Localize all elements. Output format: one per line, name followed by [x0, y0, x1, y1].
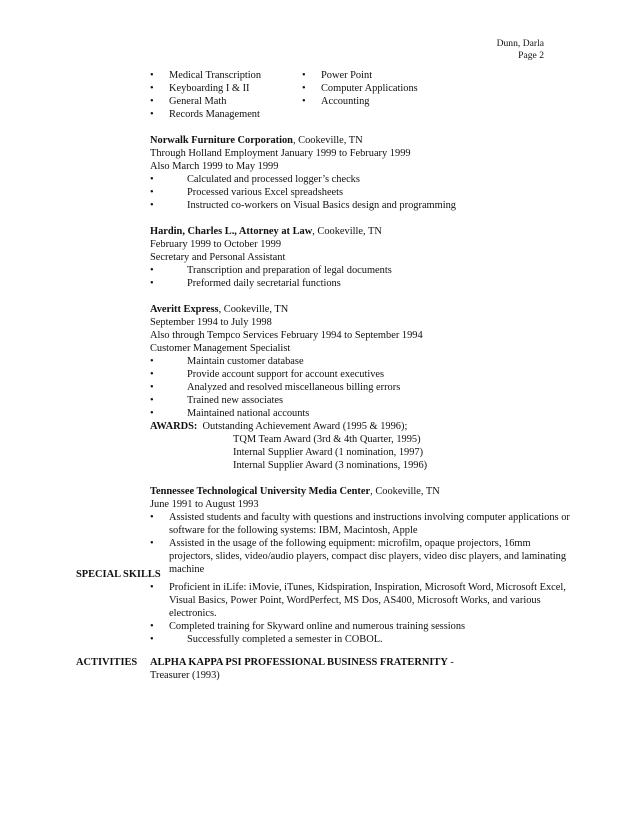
section-heading: ACTIVITIES — [76, 657, 138, 668]
company-name: Hardin, Charles L., Attorney at Law — [150, 226, 313, 237]
activity-title: ALPHA KAPPA PSI PROFESSIONAL BUSINESS FRATERNITY - — [150, 657, 454, 668]
award-item: TQM Team Award (3rd & 4th Quarter, 1995) — [233, 434, 421, 445]
list-item: • Power Point — [302, 70, 373, 81]
duty-item: • Assisted in the usage of the following equipment: microfilm, opaque projectors, 16mm projectors, slides, video/audio players, compact disc players, video disc players, and laminating machine — [150, 538, 567, 575]
list-item: • Records Management — [150, 109, 260, 120]
job-title-line: Hardin, Charles L., Attorney at Law, Cookeville, TN — [150, 226, 382, 237]
duty-item: • Assisted students and faculty with questions and instructions involving computer applications or software for the following systems: IBM, Macintosh, Apple — [150, 512, 570, 536]
job-hardin — [150, 225, 570, 290]
duty-item: • Maintained national accounts — [150, 408, 310, 419]
company-name: Averitt Express — [150, 304, 219, 315]
duty-item: • Analyzed and resolved miscellaneous billing errors — [150, 382, 401, 393]
list-item: • Accounting — [302, 96, 370, 107]
activities-section — [76, 656, 576, 682]
job-averitt — [150, 303, 570, 472]
duty-item: • Instructed co-workers on Visual Basics design and programming — [150, 200, 456, 211]
job-detail: Customer Management Specialist — [150, 343, 291, 354]
skills-column-2 — [302, 69, 502, 121]
job-detail: Through Holland Employment January 1999 to February 1999 — [150, 148, 411, 159]
duty-item: • Calculated and processed logger’s checks — [150, 174, 360, 185]
header-page-number: Page 2 — [518, 50, 544, 61]
awards-block — [150, 420, 570, 472]
skill-item: • Successfully completed a semester in COBOL. — [150, 634, 383, 645]
duty-item: • Trained new associates — [150, 395, 283, 406]
job-detail: Also through Tempco Services February 1994 to September 1994 — [150, 330, 423, 341]
job-detail: Also March 1999 to May 1999 — [150, 161, 279, 172]
section-heading: SPECIAL SKILLS — [76, 569, 161, 580]
duty-item: • Maintain customer database — [150, 356, 304, 367]
job-title-line: Tennessee Technological University Media Center, Cookeville, TN — [150, 486, 440, 497]
header-name: Dunn, Darla — [496, 38, 544, 49]
job-ttu-media-center — [150, 485, 570, 576]
organization-name: ALPHA KAPPA PSI PROFESSIONAL BUSINESS FRATERNITY — [150, 657, 448, 668]
experience-content — [150, 69, 570, 576]
job-detail: September 1994 to July 1998 — [150, 317, 272, 328]
company-name: Norwalk Furniture Corporation — [150, 135, 293, 146]
award-item: Outstanding Achievement Award (1995 & 1996); — [202, 421, 408, 432]
skill-item: • Completed training for Skyward online and numerous training sessions — [150, 621, 466, 632]
page-header — [497, 38, 544, 62]
job-detail: February 1999 to October 1999 — [150, 239, 282, 250]
special-skills-section — [76, 568, 576, 646]
skills-column-1 — [150, 69, 302, 121]
job-norwalk — [150, 134, 570, 212]
skills-list — [150, 69, 570, 121]
activity-role: Treasurer (1993) — [150, 670, 220, 681]
duty-item: • Processed various Excel spreadsheets — [150, 187, 344, 198]
list-item: • Keyboarding I & II — [150, 83, 250, 94]
skill-item: • Proficient in iLife: iMovie, iTunes, Kidspiration, Inspiration, Microsoft Word, Microsoft Excel, Visual Basics, Power Point, WordPerfect, MS Dos, AS400, Microsoft Works, and various electronics. — [150, 582, 566, 619]
award-item: Internal Supplier Award (3 nominations, 1996) — [233, 460, 428, 471]
job-title-line: Averitt Express, Cookeville, TN — [150, 304, 289, 315]
job-title-line: Norwalk Furniture Corporation, Cookeville, TN — [150, 135, 363, 146]
award-item: Internal Supplier Award (1 nomination, 1997) — [233, 447, 424, 458]
awards-label: AWARDS: — [150, 421, 198, 432]
job-detail: Secretary and Personal Assistant — [150, 252, 286, 263]
list-item: • General Math — [150, 96, 227, 107]
duty-item: • Provide account support for account executives — [150, 369, 385, 380]
company-name: Tennessee Technological University Media Center — [150, 486, 371, 497]
list-item: • Computer Applications — [302, 83, 418, 94]
duty-item: • Transcription and preparation of legal documents — [150, 265, 392, 276]
job-detail: June 1991 to August 1993 — [150, 499, 259, 510]
duty-item: • Preformed daily secretarial functions — [150, 278, 341, 289]
list-item: • Medical Transcription — [150, 70, 262, 81]
